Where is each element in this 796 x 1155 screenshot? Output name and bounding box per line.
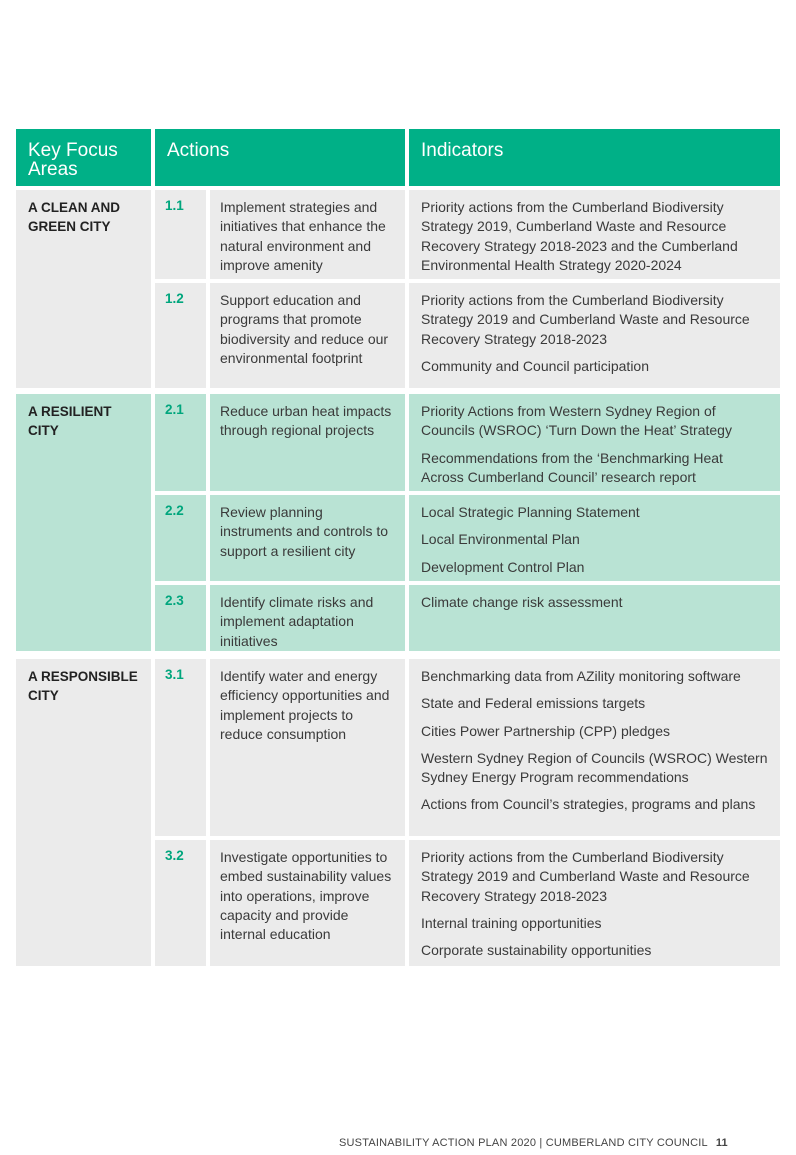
indicator-item: Cities Power Partnership (CPP) pledges bbox=[421, 722, 670, 739]
indicator-item: Internal training opportunities bbox=[421, 914, 602, 931]
focus-area-cell: A RESPONSIBLE CITY bbox=[16, 659, 151, 966]
footer-text: SUSTAINABILITY ACTION PLAN 2020 | CUMBERLAND CITY COUNCIL bbox=[339, 1137, 708, 1149]
header-indicators: Indicators bbox=[409, 129, 780, 186]
indicators-cell bbox=[409, 585, 780, 651]
indicator-item: Western Sydney Region of Councils (WSROC) Western Sydney Energy Program recommendations bbox=[421, 749, 768, 786]
indicator-item: Recommendations from the ‘Benchmarking Heat Across Cumberland Council’ research report bbox=[421, 449, 723, 485]
indicator-item: Corporate sustainability opportunities bbox=[421, 942, 652, 959]
action-number: 2.2 bbox=[155, 495, 206, 581]
indicator-item: Local Environmental Plan bbox=[421, 531, 580, 548]
indicators-cell bbox=[409, 495, 780, 581]
action-number: 3.1 bbox=[155, 659, 206, 836]
indicator-item: Development Control Plan bbox=[421, 558, 585, 575]
indicator-item: Priority actions from the Cumberland Biodiversity Strategy 2019, Cumberland Waste and Resource Recovery Strategy 2018-2023 and the Cumberland Environmental Health Strategy 2020-2024 bbox=[421, 199, 738, 273]
action-text: Identify water and energy efficiency opportunities and implement projects to reduce consumption bbox=[210, 659, 405, 836]
indicators-cell bbox=[409, 840, 780, 966]
indicators-cell bbox=[409, 190, 780, 279]
header-actions: Actions bbox=[155, 129, 405, 186]
action-number: 2.3 bbox=[155, 585, 206, 651]
indicator-item: Climate change risk assessment bbox=[421, 594, 623, 610]
indicators-cell bbox=[409, 659, 780, 836]
action-text: Identify climate risks and implement adaptation initiatives bbox=[210, 585, 405, 651]
focus-area-cell: A RESILIENT CITY bbox=[16, 394, 151, 651]
action-number: 1.2 bbox=[155, 283, 206, 388]
indicator-item: Benchmarking data from AZility monitoring software bbox=[421, 668, 741, 684]
page-number: 11 bbox=[715, 1137, 728, 1149]
action-text: Implement strategies and initiatives that enhance the natural environment and improve amenity bbox=[210, 190, 405, 279]
header-key-focus-areas: Key Focus Areas bbox=[16, 129, 151, 186]
indicator-item: Priority actions from the Cumberland Biodiversity Strategy 2019 and Cumberland Waste and Resource Recovery Strategy 2018-2023 bbox=[421, 849, 750, 904]
indicator-item: State and Federal emissions targets bbox=[421, 695, 646, 712]
action-number: 1.1 bbox=[155, 190, 206, 279]
indicator-item: Actions from Council’s strategies, programs and plans bbox=[421, 796, 756, 813]
indicator-item: Community and Council participation bbox=[421, 357, 649, 374]
indicators-cell bbox=[409, 394, 780, 491]
indicator-item: Local Strategic Planning Statement bbox=[421, 504, 640, 520]
action-text: Review planning instruments and controls to support a resilient city bbox=[210, 495, 405, 581]
action-number: 2.1 bbox=[155, 394, 206, 491]
action-text: Investigate opportunities to embed sustainability values into operations, improve capacity and provide internal education bbox=[210, 840, 405, 966]
indicators-cell bbox=[409, 283, 780, 388]
action-number: 3.2 bbox=[155, 840, 206, 966]
focus-area-cell: A CLEAN AND GREEN CITY bbox=[16, 190, 151, 388]
indicator-item: Priority actions from the Cumberland Biodiversity Strategy 2019 and Cumberland Waste and Resource Recovery Strategy 2018-2023 bbox=[421, 292, 750, 347]
action-text: Support education and programs that promote biodiversity and reduce our environmental footprint bbox=[210, 283, 405, 388]
action-text: Reduce urban heat impacts through regional projects bbox=[210, 394, 405, 491]
indicator-item: Priority Actions from Western Sydney Region of Councils (WSROC) ‘Turn Down the Heat’ Strategy bbox=[421, 403, 732, 439]
page-footer bbox=[339, 1137, 728, 1149]
